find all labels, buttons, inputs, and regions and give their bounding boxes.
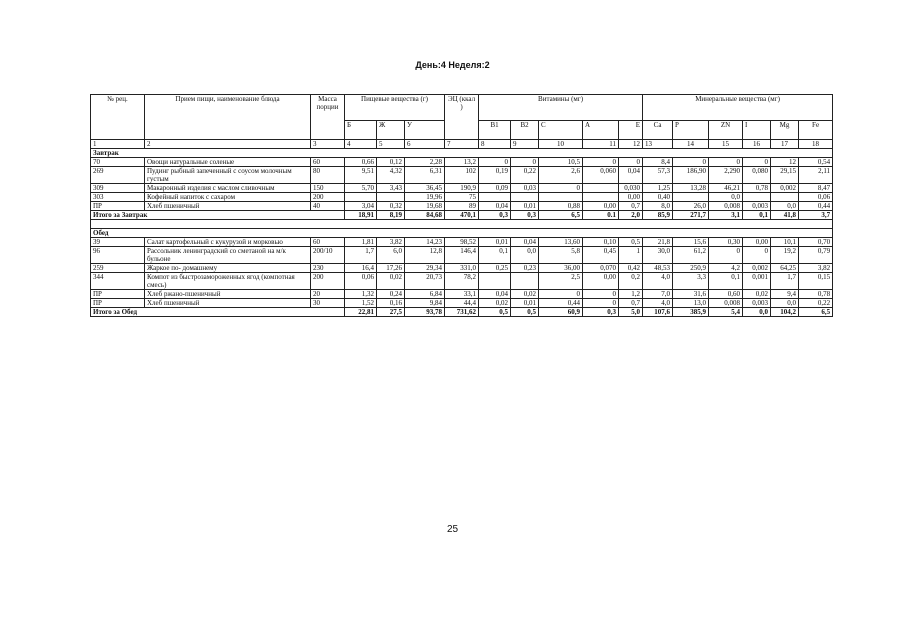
cell-value <box>539 193 583 202</box>
cell-value: 0,06 <box>345 273 377 290</box>
cell-value: 0,22 <box>511 167 539 184</box>
cell-value: 0,00 <box>619 193 643 202</box>
cell-value: 44,4 <box>445 299 479 308</box>
cell-value: 9,51 <box>345 167 377 184</box>
cell-value: 2,5 <box>539 273 583 290</box>
cell-value: 0,54 <box>799 158 833 167</box>
cell-value: 75 <box>445 193 479 202</box>
cell-value: 0,01 <box>511 299 539 308</box>
col-number: 3 <box>311 140 345 149</box>
recipe-number: ПР <box>91 299 145 308</box>
cell-value: 36,00 <box>539 264 583 273</box>
cell-value: 0,0 <box>771 202 799 211</box>
total-value: 6,5 <box>539 211 583 220</box>
cell-value: 1,52 <box>345 299 377 308</box>
cell-value: 0,002 <box>771 184 799 193</box>
cell-value: 230 <box>311 264 345 273</box>
cell-value: 0 <box>583 299 619 308</box>
table-row <box>91 193 833 202</box>
cell-value: 0,04 <box>479 202 511 211</box>
cell-value <box>511 193 539 202</box>
cell-value: 0,070 <box>583 264 619 273</box>
table-row <box>91 167 833 184</box>
cell-value: 0,00 <box>583 273 619 290</box>
cell-value: 30 <box>311 299 345 308</box>
col-number: 9 <box>511 140 539 149</box>
col-number: 7 <box>445 140 479 149</box>
recipe-number: 70 <box>91 158 145 167</box>
dish-name: Рассольник ленинградский со сметаной на м/к бульоне <box>145 247 311 264</box>
cell-value: 0,25 <box>479 264 511 273</box>
sub-header: Р <box>673 121 709 140</box>
cell-value: 48,53 <box>643 264 673 273</box>
section-title: Завтрак <box>91 149 833 158</box>
cell-value: 2,28 <box>405 158 445 167</box>
cell-value: 0,01 <box>511 202 539 211</box>
col-number: 5 <box>377 140 405 149</box>
cell-value: 1,7 <box>345 247 377 264</box>
recipe-number: 303 <box>91 193 145 202</box>
total-value: 5,0 <box>619 308 643 317</box>
sub-header: ZN <box>709 121 743 140</box>
sub-header: I <box>743 121 771 140</box>
cell-value: 0,008 <box>709 299 743 308</box>
cell-value: 0,080 <box>743 167 771 184</box>
cell-value: 4,32 <box>377 167 405 184</box>
table-row <box>91 273 833 290</box>
dish-name: Компот из быстрозамороженных ягод (компотная смесь) <box>145 273 311 290</box>
cell-value: 4,0 <box>643 299 673 308</box>
cell-value: 14,23 <box>405 238 445 247</box>
recipe-number: 96 <box>91 247 145 264</box>
total-value: 6,5 <box>799 308 833 317</box>
col-number: 8 <box>479 140 511 149</box>
cell-value: 8,4 <box>643 158 673 167</box>
total-value: 84,68 <box>405 211 445 220</box>
cell-value <box>377 193 405 202</box>
col-number: 13 <box>643 140 673 149</box>
cell-value: 20,73 <box>405 273 445 290</box>
cell-value: 4,0 <box>643 273 673 290</box>
cell-value: 13,2 <box>445 158 479 167</box>
col-mass-header: Масса порции <box>311 95 345 140</box>
col-number: 6 <box>405 140 445 149</box>
cell-value: 0 <box>673 158 709 167</box>
cell-value: 0 <box>583 158 619 167</box>
cell-value: 0,10 <box>583 238 619 247</box>
cell-value: 0,24 <box>377 290 405 299</box>
cell-value: 0,060 <box>583 167 619 184</box>
cell-value: 0,2 <box>619 273 643 290</box>
cell-value: 89 <box>445 202 479 211</box>
dish-name: Жаркое по- домашнему <box>145 264 311 273</box>
recipe-number: 39 <box>91 238 145 247</box>
cell-value: 6,84 <box>405 290 445 299</box>
cell-value: 15,6 <box>673 238 709 247</box>
cell-value: 0,0 <box>771 299 799 308</box>
cell-value: 36,45 <box>405 184 445 193</box>
total-value: 93,78 <box>405 308 445 317</box>
spacer-row <box>91 220 833 229</box>
total-value: 0,0 <box>743 308 771 317</box>
cell-value: 1,25 <box>643 184 673 193</box>
total-value: 107,6 <box>643 308 673 317</box>
cell-value: 31,6 <box>673 290 709 299</box>
section-breakfast <box>91 149 833 158</box>
cell-value: 10,1 <box>771 238 799 247</box>
cell-value: 61,2 <box>673 247 709 264</box>
cell-value: 0,44 <box>539 299 583 308</box>
sub-header: У <box>405 121 445 140</box>
cell-value: 13,60 <box>539 238 583 247</box>
cell-value: 29,15 <box>771 167 799 184</box>
sub-header: Mg <box>771 121 799 140</box>
cell-value: 0,19 <box>479 167 511 184</box>
dish-name: Салат картофельный с кукурузой и морковью <box>145 238 311 247</box>
cell-value: 13,28 <box>673 184 709 193</box>
cell-value: 0,04 <box>511 238 539 247</box>
total-value: 3,7 <box>799 211 833 220</box>
cell-value: 29,34 <box>405 264 445 273</box>
cell-value <box>511 273 539 290</box>
cell-value: 9,4 <box>771 290 799 299</box>
sub-header: Б <box>345 121 377 140</box>
page-title: День:4 Неделя:2 <box>415 60 490 70</box>
col-number: 16 <box>743 140 771 149</box>
total-value: 104,2 <box>771 308 799 317</box>
col-number: 4 <box>345 140 377 149</box>
total-value: 0,1 <box>743 211 771 220</box>
cell-value <box>345 193 377 202</box>
cell-value: 78,2 <box>445 273 479 290</box>
col-number: 10 <box>539 140 583 149</box>
cell-value: 0,00 <box>583 202 619 211</box>
cell-value: 331,0 <box>445 264 479 273</box>
col-number: 11 <box>583 140 619 149</box>
cell-value: 57,3 <box>643 167 673 184</box>
page-number: 25 <box>446 524 459 535</box>
cell-value: 6,0 <box>377 247 405 264</box>
dish-name: Пудинг рыбный запеченный с соусом молочным густым <box>145 167 311 184</box>
cell-value: 186,90 <box>673 167 709 184</box>
sub-header: В2 <box>511 121 539 140</box>
cell-value: 7,0 <box>643 290 673 299</box>
cell-value: 1,81 <box>345 238 377 247</box>
cell-value: 80 <box>311 167 345 184</box>
cell-value: 0 <box>709 158 743 167</box>
cell-value: 0,008 <box>709 202 743 211</box>
cell-value: 0,003 <box>743 202 771 211</box>
cell-value: 0,04 <box>479 290 511 299</box>
total-label: Итого за Завтрак <box>91 211 345 220</box>
cell-value <box>479 193 511 202</box>
cell-value: 19,96 <box>405 193 445 202</box>
cell-value: 0,22 <box>799 299 833 308</box>
cell-value: 0,78 <box>799 290 833 299</box>
cell-value: 9,84 <box>405 299 445 308</box>
cell-value: 33,1 <box>445 290 479 299</box>
cell-value: 8,47 <box>799 184 833 193</box>
cell-value: 26,0 <box>673 202 709 211</box>
cell-value: 0,001 <box>743 273 771 290</box>
dish-name: Хлеб пшеничный <box>145 202 311 211</box>
total-value: 0,3 <box>583 308 619 317</box>
cell-value <box>583 193 619 202</box>
cell-value: 12,8 <box>405 247 445 264</box>
cell-value: 200 <box>311 273 345 290</box>
cell-value: 0,16 <box>377 299 405 308</box>
cell-value <box>771 193 799 202</box>
cell-value: 200 <box>311 193 345 202</box>
cell-value: 0,1 <box>479 247 511 264</box>
total-value: 2,0 <box>619 211 643 220</box>
col-meal-header: Прием пищи, наименование блюда <box>145 95 311 140</box>
col-rec-header: № рец. <box>91 95 145 140</box>
cell-value: 0 <box>539 184 583 193</box>
cell-value: 19,68 <box>405 202 445 211</box>
cell-value: 0,0 <box>511 247 539 264</box>
dish-name: Хлеб ржано-пшеничный <box>145 290 311 299</box>
cell-value: 40 <box>311 202 345 211</box>
cell-value: 0 <box>743 158 771 167</box>
total-row <box>91 211 833 220</box>
total-value: 5,4 <box>709 308 743 317</box>
total-value: 27,5 <box>377 308 405 317</box>
cell-value <box>479 273 511 290</box>
minerals-header: Минеральные вещества (мг) <box>643 95 833 121</box>
cell-value: 2,6 <box>539 167 583 184</box>
sub-header: Е <box>619 121 643 140</box>
cell-value: 250,9 <box>673 264 709 273</box>
cell-value: 3,04 <box>345 202 377 211</box>
cell-value: 30,0 <box>643 247 673 264</box>
total-label: Итого за Обед <box>91 308 345 317</box>
col-number: 2 <box>145 140 311 149</box>
cell-value: 0,23 <box>511 264 539 273</box>
cell-value: 0,06 <box>799 193 833 202</box>
total-value: 0,3 <box>479 211 511 220</box>
cell-value <box>743 193 771 202</box>
cell-value: 0,78 <box>743 184 771 193</box>
cell-value: 20 <box>311 290 345 299</box>
table-row <box>91 158 833 167</box>
cell-value: 0 <box>583 290 619 299</box>
total-value: 385,9 <box>673 308 709 317</box>
cell-value: 2,290 <box>709 167 743 184</box>
col-number: 15 <box>709 140 743 149</box>
sub-header: В1 <box>479 121 511 140</box>
sub-header: Са <box>643 121 673 140</box>
table-row <box>91 202 833 211</box>
total-value: 731,62 <box>445 308 479 317</box>
total-value: 18,91 <box>345 211 377 220</box>
cell-value: 0,5 <box>619 238 643 247</box>
sub-header: А <box>583 121 619 140</box>
cell-value: 0,1 <box>709 273 743 290</box>
cell-value: 2,11 <box>799 167 833 184</box>
cell-value: 0,42 <box>619 264 643 273</box>
cell-value: 0,66 <box>345 158 377 167</box>
cell-value: 0,40 <box>643 193 673 202</box>
col-number: 18 <box>799 140 833 149</box>
cell-value: 146,4 <box>445 247 479 264</box>
table-row <box>91 264 833 273</box>
cell-value: 5,8 <box>539 247 583 264</box>
cell-value: 0 <box>709 247 743 264</box>
cell-value: 0 <box>743 247 771 264</box>
cell-value: 64,25 <box>771 264 799 273</box>
recipe-number: 269 <box>91 167 145 184</box>
dish-name: Макаронный изделия с маслом сливочным <box>145 184 311 193</box>
header-row-1 <box>91 95 833 121</box>
vitamins-header: Витамины (мг) <box>479 95 643 121</box>
dish-name: Овощи натуральные соленые <box>145 158 311 167</box>
cell-value: 3,82 <box>377 238 405 247</box>
cell-value: 46,21 <box>709 184 743 193</box>
cell-value: 1,7 <box>771 273 799 290</box>
cell-value: 0 <box>539 290 583 299</box>
cell-value: 1,32 <box>345 290 377 299</box>
col-number: 12 <box>619 140 643 149</box>
cell-value: 8,0 <box>643 202 673 211</box>
total-value: 271,7 <box>673 211 709 220</box>
cell-value: 4,2 <box>709 264 743 273</box>
total-value: 0,5 <box>511 308 539 317</box>
cell-value: 0,04 <box>619 167 643 184</box>
total-value: 60,9 <box>539 308 583 317</box>
cell-value: 60 <box>311 238 345 247</box>
cell-value: 0 <box>619 158 643 167</box>
cell-value: 21,8 <box>643 238 673 247</box>
total-value: 0.1 <box>583 211 619 220</box>
cell-value: 0,00 <box>743 238 771 247</box>
energy-header: ЭЦ (ккал ) <box>445 95 479 140</box>
dish-name: Хлеб пшеничный <box>145 299 311 308</box>
total-value: 0,5 <box>479 308 511 317</box>
cell-value: 3,3 <box>673 273 709 290</box>
cell-value: 17,26 <box>377 264 405 273</box>
cell-value: 0,15 <box>799 273 833 290</box>
cell-value: 0,32 <box>377 202 405 211</box>
cell-value: 0,88 <box>539 202 583 211</box>
recipe-number: 259 <box>91 264 145 273</box>
cell-value: 0 <box>479 158 511 167</box>
total-row <box>91 308 833 317</box>
cell-value: 98,52 <box>445 238 479 247</box>
cell-value: 0,7 <box>619 299 643 308</box>
section-lunch <box>91 229 833 238</box>
cell-value: 0,02 <box>511 290 539 299</box>
section-title: Обед <box>91 229 833 238</box>
cell-value: 150 <box>311 184 345 193</box>
cell-value: 0,45 <box>583 247 619 264</box>
nutrients-header: Пищевые вещества (г) <box>345 95 445 121</box>
sub-header: Ж <box>377 121 405 140</box>
cell-value: 0,002 <box>743 264 771 273</box>
cell-value: 0,03 <box>511 184 539 193</box>
cell-value: 200/10 <box>311 247 345 264</box>
column-number-row <box>91 140 833 149</box>
cell-value <box>583 184 619 193</box>
cell-value: 0,030 <box>619 184 643 193</box>
cell-value: 0,09 <box>479 184 511 193</box>
recipe-number: 344 <box>91 273 145 290</box>
sub-header: Fe <box>799 121 833 140</box>
cell-value: 60 <box>311 158 345 167</box>
spacer-cell <box>91 220 833 229</box>
table-row <box>91 238 833 247</box>
menu-table <box>90 94 833 317</box>
cell-value: 13,0 <box>673 299 709 308</box>
table-row <box>91 290 833 299</box>
cell-value: 12 <box>771 158 799 167</box>
cell-value: 16,4 <box>345 264 377 273</box>
total-value: 41,8 <box>771 211 799 220</box>
cell-value: 0,60 <box>709 290 743 299</box>
cell-value: 0,12 <box>377 158 405 167</box>
col-number: 14 <box>673 140 709 149</box>
col-number: 17 <box>771 140 799 149</box>
cell-value: 190,9 <box>445 184 479 193</box>
cell-value: 3,43 <box>377 184 405 193</box>
table-row <box>91 184 833 193</box>
total-value: 22,81 <box>345 308 377 317</box>
total-value: 0,3 <box>511 211 539 220</box>
cell-value: 0,7 <box>619 202 643 211</box>
cell-value: 1 <box>619 247 643 264</box>
cell-value: 0,01 <box>479 238 511 247</box>
total-value: 3,1 <box>709 211 743 220</box>
cell-value: 0,003 <box>743 299 771 308</box>
cell-value: 0,02 <box>743 290 771 299</box>
table-row <box>91 247 833 264</box>
cell-value <box>673 193 709 202</box>
total-value: 8,19 <box>377 211 405 220</box>
cell-value: 0,44 <box>799 202 833 211</box>
cell-value: 0,02 <box>377 273 405 290</box>
cell-value: 0,79 <box>799 247 833 264</box>
total-value: 85,9 <box>643 211 673 220</box>
cell-value: 5,70 <box>345 184 377 193</box>
cell-value: 19,2 <box>771 247 799 264</box>
cell-value: 0 <box>511 158 539 167</box>
cell-value: 102 <box>445 167 479 184</box>
cell-value: 0,02 <box>479 299 511 308</box>
recipe-number: ПР <box>91 202 145 211</box>
total-value: 470,1 <box>445 211 479 220</box>
dish-name: Кофейный напиток с сахаром <box>145 193 311 202</box>
cell-value: 3,82 <box>799 264 833 273</box>
cell-value: 6,31 <box>405 167 445 184</box>
col-number: 1 <box>91 140 145 149</box>
cell-value: 1,2 <box>619 290 643 299</box>
sub-header: С <box>539 121 583 140</box>
cell-value: 0,30 <box>709 238 743 247</box>
table-row <box>91 299 833 308</box>
recipe-number: ПР <box>91 290 145 299</box>
cell-value: 0,0 <box>709 193 743 202</box>
recipe-number: 309 <box>91 184 145 193</box>
cell-value: 10,5 <box>539 158 583 167</box>
cell-value: 0,70 <box>799 238 833 247</box>
